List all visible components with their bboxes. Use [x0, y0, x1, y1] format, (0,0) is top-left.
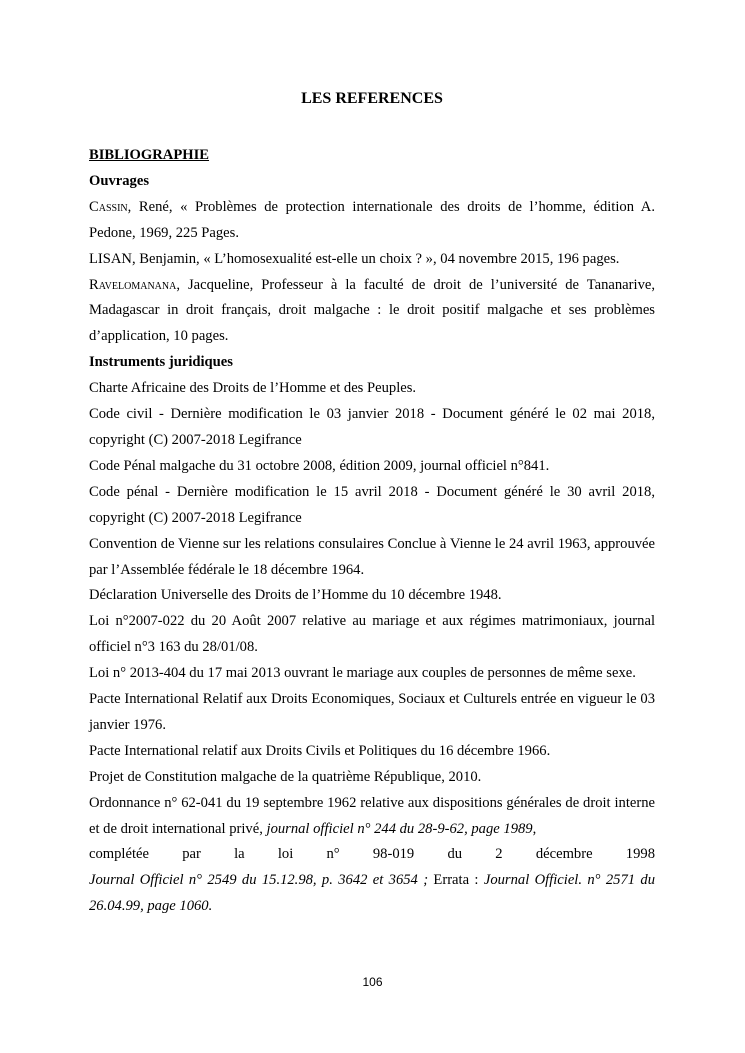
author-name: Ravelomanana	[89, 276, 177, 293]
journal-reference: Journal Officiel. n° 2571 du 26.04.99, page 1060.	[89, 872, 655, 915]
ordonnance-journal	[89, 868, 655, 920]
author-name: LISAN	[89, 250, 132, 267]
legal-instrument-item: Code civil - Dernière modification le 03 janvier 2018 - Document généré le 02 mai 2018, copyright (C) 2007-2018 Legifrance	[89, 406, 655, 448]
page-number: 106	[362, 975, 383, 989]
legal-instrument-item: Loi n° 2013-404 du 17 mai 2013 ouvrant le mariage aux couples de personnes de même sexe.	[89, 665, 636, 682]
legal-instrument-item: Déclaration Universelle des Droits de l’Homme du 10 décembre 1948.	[89, 587, 502, 604]
legal-instrument-item: Pacte International relatif aux Droits Civils et Politiques du 16 décembre 1966.	[89, 742, 551, 759]
legal-instrument-item: Projet de Constitution malgache de la quatrième République, 2010.	[89, 768, 482, 785]
legal-instrument-item: Code Pénal malgache du 31 octobre 2008, édition 2009, journal officiel n°841.	[89, 457, 550, 474]
reference-item	[89, 273, 655, 351]
legal-instrument-item: Charte Africaine des Droits de l’Homme et des Peuples.	[89, 380, 417, 397]
ordonnance-item	[89, 791, 655, 843]
legal-instrument-item: Convention de Vienne sur les relations consulaires Conclue à Vienne le 24 avril 1963, approuvée par l’Assemblée fédérale le 18 décembre 1964.	[89, 535, 655, 578]
section-heading: BIBLIOGRAPHIE	[89, 147, 210, 163]
ordonnance-text: Ordonnance n° 62-041 du 19 septembre 1962 relative aux dispositions générales de droit interne et de droit international privé,	[89, 794, 655, 837]
errata-label: Errata :	[433, 872, 479, 889]
reference-text: , Jacqueline, Professeur à la faculté de droit de l’université de Tananarive, Madagascar in droit français, droit malgache : le droit positif malgache et ses problèmes d’application, 10 pages.	[89, 276, 655, 345]
instruments-heading: Instruments juridiques	[89, 354, 233, 371]
ordonnance-completion: complétée par la loi n° 98-019 du 2 décembre 1998	[89, 846, 655, 863]
page-title: LES REFERENCES	[301, 90, 443, 107]
separator: ,	[532, 820, 537, 837]
legal-instrument-item: Pacte International Relatif aux Droits Economiques, Sociaux et Culturels entrée en vigueur le 03 janvier 1976.	[89, 691, 655, 733]
reference-item	[89, 247, 655, 273]
legal-instrument-item: Code pénal - Dernière modification le 15 avril 2018 - Document généré le 30 avril 2018, copyright (C) 2007-2018 Legifrance	[89, 483, 655, 526]
author-name: Cassin	[89, 198, 128, 215]
bibliography-content	[89, 143, 655, 920]
journal-reference: Journal Officiel n° 2549 du 15.12.98, p. 3642 et 3654 ;	[89, 872, 429, 889]
journal-reference: journal officiel n° 244 du 28-9-62, page 1989	[266, 820, 533, 837]
reference-text: , Benjamin, « L’homosexualité est-elle un choix ? », 04 novembre 2015, 196 pages.	[131, 250, 620, 267]
legal-instrument-item: Loi n°2007-022 du 20 Août 2007 relative au mariage et aux régimes matrimoniaux, journal officiel n°3 163 du 28/01/08.	[89, 613, 655, 656]
ouvrages-heading: Ouvrages	[89, 172, 149, 189]
reference-text: , René, « Problèmes de protection internationale des droits de l’homme, édition A. Pedone, 1969, 225 Pages.	[89, 198, 655, 241]
reference-item	[89, 195, 655, 247]
